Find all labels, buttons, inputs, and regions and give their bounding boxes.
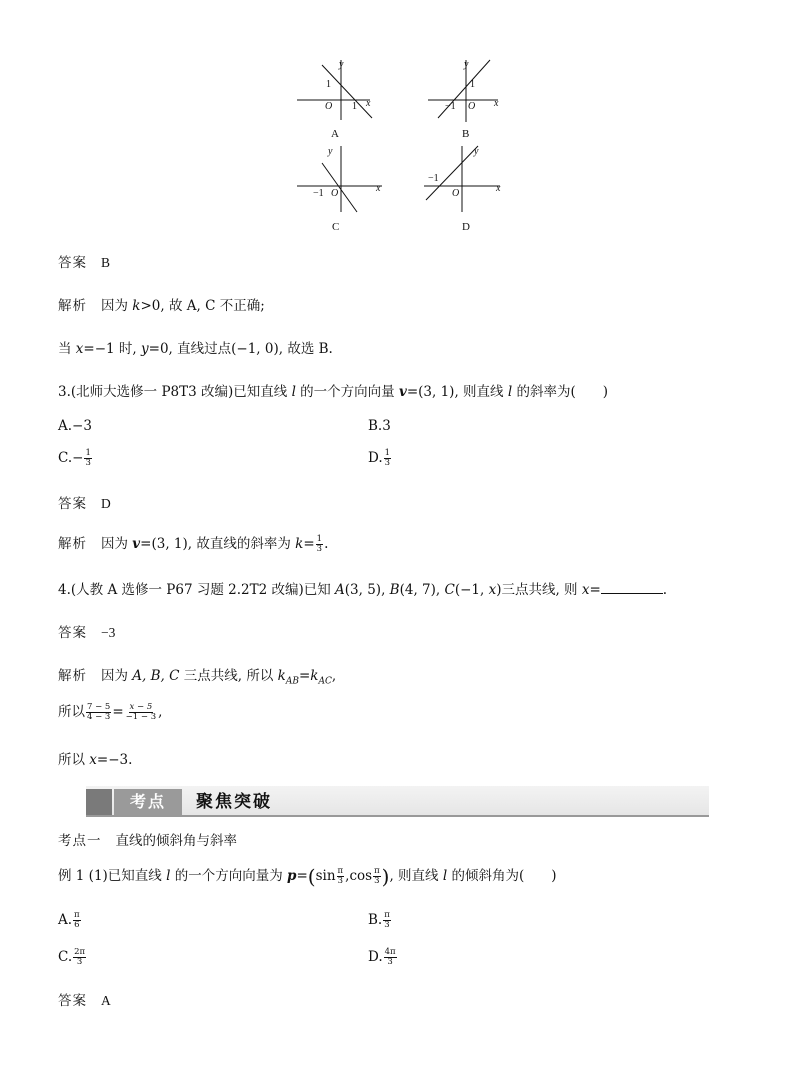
func: sin (315, 868, 336, 884)
denominator: 4 − 3 (87, 712, 111, 722)
text: 的斜率为( ) (512, 384, 608, 400)
analysis-tag: 解析 (58, 298, 87, 314)
text: 所以 (58, 752, 90, 768)
vector: v (132, 536, 141, 552)
answer-value: −3 (101, 625, 116, 640)
var: x (75, 341, 84, 357)
var: k (132, 298, 141, 314)
paren: ) (381, 864, 390, 889)
answer-tag: 答案 (58, 625, 87, 641)
denominator: 3 (85, 458, 91, 468)
text: 的一个方向向量 (295, 384, 399, 400)
var: B (389, 582, 400, 598)
example1-option-b[interactable] (368, 911, 392, 930)
numerator: 4π (384, 947, 396, 957)
graph-a-x-tick: 1 (352, 101, 357, 112)
graph-d-x-label: x (496, 183, 501, 194)
fraction (337, 867, 345, 886)
text: = (303, 536, 315, 552)
graph-a-y-label: y (339, 59, 344, 70)
q3-analysis-line (58, 532, 328, 554)
answer-tag: 答案 (58, 255, 87, 271)
text: =−3. (96, 752, 133, 768)
var: A, B, C (132, 668, 180, 684)
numerator: π (384, 910, 390, 920)
text: 3.(北师大选修一 P8T3 改编)已知直线 (58, 384, 292, 400)
example1-option-d[interactable] (368, 948, 398, 967)
section-heading (58, 829, 237, 849)
vector: v (398, 384, 407, 400)
section-label: 考点一 (58, 833, 102, 849)
fraction (84, 449, 91, 468)
option-text: D. (368, 949, 383, 965)
graph-b (428, 60, 498, 122)
text: (−1, (454, 582, 489, 598)
q3-option-b[interactable] (368, 418, 391, 434)
var: C (444, 582, 455, 598)
q2-analysis-line-1 (58, 294, 265, 314)
paren: ( (307, 864, 316, 889)
option-text: A.−3 (58, 418, 92, 434)
graph-a-caption: A (331, 128, 339, 140)
numerator: 1 (85, 448, 91, 458)
text: = (296, 868, 308, 884)
text: =−1 时, (83, 341, 142, 357)
q3-option-d[interactable] (368, 449, 392, 468)
numerator: 7 − 5 (87, 702, 111, 712)
vector: p (287, 868, 297, 884)
analysis-tag: 解析 (58, 536, 87, 552)
var: l (166, 868, 171, 884)
text: , 则直线 (389, 868, 443, 884)
q4-analysis-line-2 (58, 700, 162, 722)
text: =(3, 1), 故直线的斜率为 (140, 536, 296, 552)
option-text: C. (58, 949, 73, 965)
text: =0, 直线过点(−1, 0), 故选 B. (148, 341, 333, 357)
text: = (589, 582, 601, 598)
fraction (384, 948, 397, 967)
text: 的倾斜角为( ) (447, 868, 557, 884)
text: 例 1 (1)已知直线 (58, 868, 167, 884)
text: 当 (58, 341, 76, 357)
example1-option-a[interactable] (58, 911, 82, 930)
graph-b-y-tick: 1 (470, 79, 475, 90)
text: 4.(人教 A 选修一 P67 习题 2.2T2 改编)已知 (58, 582, 336, 598)
q4-analysis-line-1 (58, 664, 336, 687)
example1-option-c[interactable] (58, 948, 87, 967)
var: l (507, 384, 513, 400)
answer-tag: 答案 (58, 496, 87, 512)
option-text: A. (58, 912, 73, 928)
text: 因为 (101, 536, 133, 552)
numerator: x − 5 (129, 702, 153, 712)
graph-c-x-label: x (376, 183, 381, 194)
text: >0, 故 A, C 不正确; (140, 298, 265, 314)
denominator: 3 (337, 876, 344, 886)
graph-c-y-label: y (328, 146, 333, 157)
graph-figure (290, 55, 510, 235)
graph-b-x-label: x (494, 98, 499, 109)
numerator: π (74, 910, 80, 920)
numerator: 1 (384, 448, 391, 458)
fraction (73, 911, 81, 930)
fraction (125, 703, 157, 722)
numerator: π (374, 866, 380, 876)
graph-a-x-label: x (366, 98, 371, 109)
banner-tag: 考点 (114, 789, 182, 815)
graph-b-origin: O (468, 101, 476, 112)
option-text: B.3 (368, 418, 391, 434)
func: cos (349, 868, 373, 884)
numerator: π (337, 866, 344, 876)
graph-c-x-tick: −1 (313, 188, 324, 199)
q3-answer-line (58, 492, 111, 512)
fraction (383, 911, 391, 930)
text: , (345, 868, 350, 884)
var: l (291, 384, 296, 400)
numerator: 2π (74, 947, 86, 957)
text: 因为 (101, 298, 133, 314)
option-text: C.− (58, 450, 84, 466)
text: . (324, 536, 329, 552)
q4-analysis-line-3 (58, 748, 132, 768)
q2-analysis-line-2 (58, 337, 333, 357)
text: (3, 5), (344, 582, 390, 598)
example1-answer-line (58, 989, 111, 1009)
denominator: 3 (384, 920, 390, 930)
denominator: 3 (76, 957, 83, 967)
denominator: 3 (384, 458, 391, 468)
answer-value: B (101, 255, 111, 270)
fraction (316, 535, 323, 554)
var: k (295, 536, 304, 552)
text: (4, 7), (399, 582, 445, 598)
graph-c-origin: O (331, 188, 339, 199)
text: = (298, 668, 311, 684)
var: A (335, 582, 345, 598)
denominator: 6 (74, 920, 80, 930)
example1-stem (58, 864, 557, 889)
numerator: 1 (316, 534, 323, 544)
graph-c-caption: C (332, 221, 340, 233)
analysis-tag: 解析 (58, 668, 87, 684)
text: , (331, 668, 337, 684)
q3-stem (58, 380, 608, 400)
text: 三点共线, 所以 (179, 668, 278, 684)
graph-b-caption: B (462, 128, 470, 140)
graph-d-y-label: y (474, 146, 479, 157)
fraction (73, 948, 86, 967)
graph-c (297, 146, 382, 212)
subscript: AC (318, 676, 332, 687)
answer-blank[interactable] (601, 581, 663, 594)
denominator: 3 (316, 544, 323, 554)
var: x (581, 582, 590, 598)
banner-title: 聚焦突破 (196, 792, 272, 812)
denominator: −1 − 3 (125, 712, 157, 722)
fraction (373, 867, 381, 886)
graph-a (297, 60, 372, 120)
q4-stem (58, 578, 667, 598)
graph-b-x-tick: −1 (445, 101, 456, 112)
subscript: AB (285, 676, 299, 687)
fraction (86, 703, 111, 722)
graph-a-y-tick: 1 (326, 79, 331, 90)
fraction (384, 449, 391, 468)
option-text: D. (368, 450, 383, 466)
section-banner (86, 786, 709, 817)
var: l (442, 868, 448, 884)
text: )三点共线, 则 (496, 582, 582, 598)
var: x (89, 752, 97, 768)
q2-answer-line (58, 251, 110, 271)
text: . (662, 582, 668, 598)
graph-b-y-label: y (464, 59, 469, 70)
denominator: 3 (387, 957, 393, 967)
answer-tag: 答案 (58, 993, 87, 1009)
answer-value: A (101, 993, 111, 1008)
text: = (112, 704, 124, 720)
var: x (488, 582, 497, 598)
option-text: B. (368, 912, 383, 928)
section-title: 直线的倾斜角与斜率 (115, 833, 237, 849)
text: =(3, 1), 则直线 (406, 384, 508, 400)
text: 的一个方向向量为 (170, 868, 288, 884)
graph-a-origin: O (325, 101, 333, 112)
var: y (141, 341, 149, 357)
answer-value: D (101, 496, 111, 511)
q3-option-a[interactable] (58, 418, 92, 434)
banner-block (86, 789, 112, 815)
q4-answer-line (58, 621, 115, 641)
text: 因为 (101, 668, 133, 684)
text: , (158, 704, 163, 720)
q3-option-c[interactable] (58, 449, 93, 468)
var: k (310, 668, 319, 684)
denominator: 3 (374, 876, 380, 886)
var: k (277, 668, 286, 684)
text: 所以 (58, 704, 85, 720)
graph-d-origin: O (452, 188, 460, 199)
graph-d-x-tick: −1 (428, 173, 439, 184)
graph-d-caption: D (462, 221, 470, 233)
